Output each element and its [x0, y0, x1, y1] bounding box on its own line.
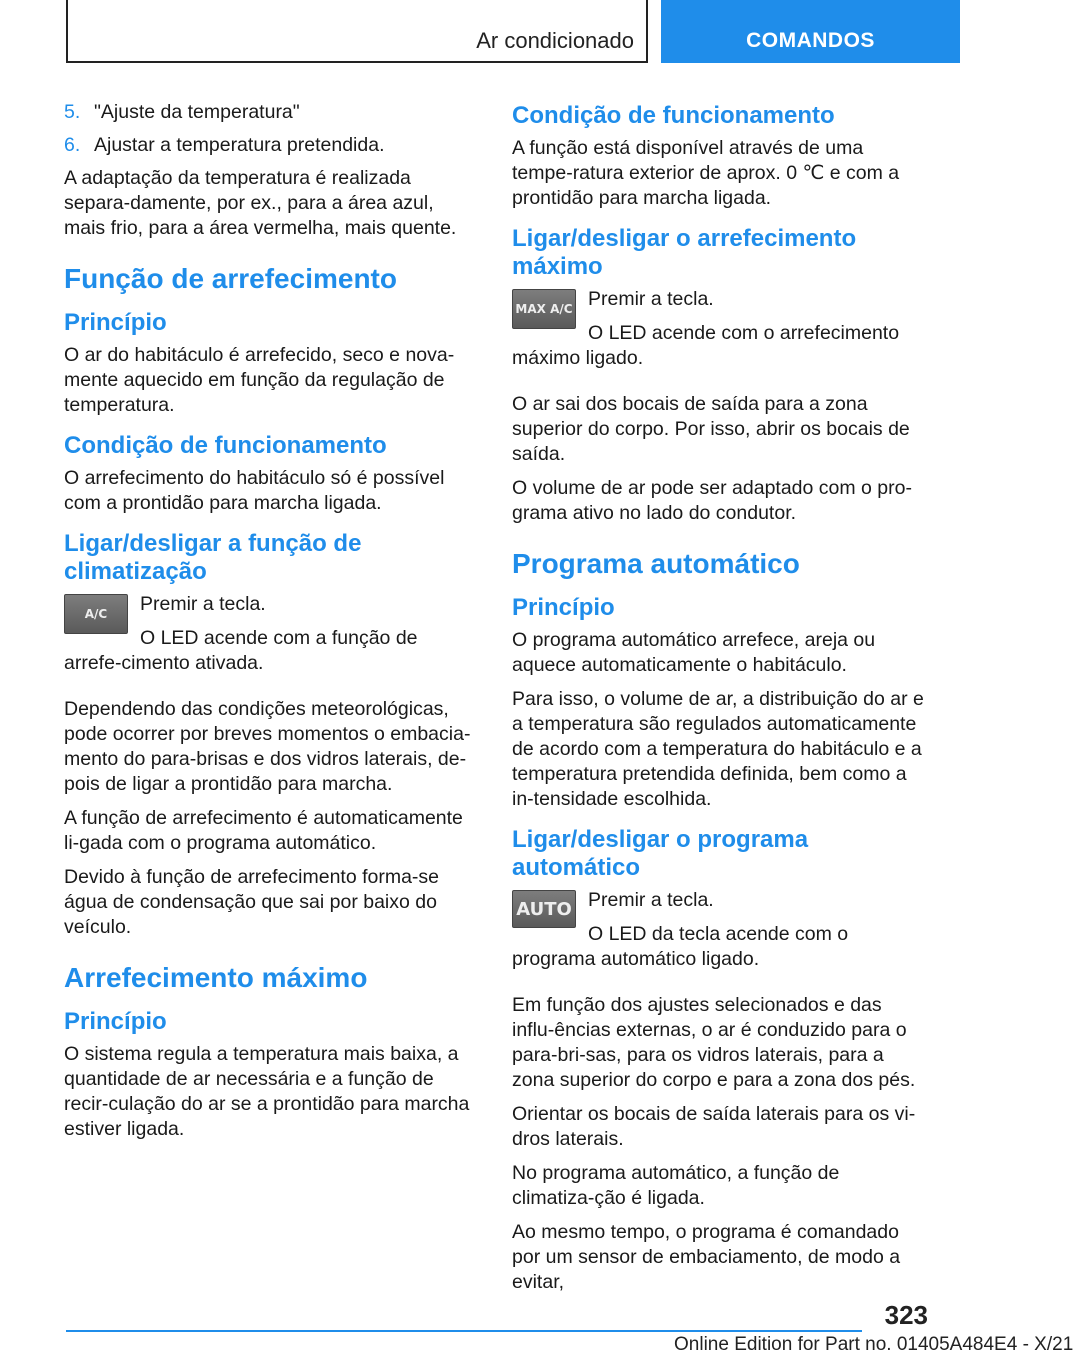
left-column — [64, 100, 479, 1151]
press-key-text: Premir a tecla. — [140, 593, 266, 615]
header-box — [66, 0, 648, 63]
chapter-tab[interactable]: COMANDOS — [661, 0, 960, 63]
paragraph-condensation: Devido à função de arrefecimento forma-se água de condensação que sai por baixo do veículo. — [64, 866, 440, 938]
paragraph-principle-max: O sistema regula a temperatura mais baixa, a quantidade de ar necessária e a função de recir-culação do ar se a prontidão para marcha estiver ligada. — [64, 1043, 470, 1140]
paragraph-principle-auto: O programa automático arrefece, areja ou aquece automaticamente o habitáculo. — [512, 629, 876, 676]
right-column — [512, 100, 927, 1304]
paragraph-fogging-sensor: Ao mesmo tempo, o programa é comandado por um sensor de embaciamento, de modo a evitar, — [512, 1221, 901, 1293]
step-5 — [64, 100, 479, 125]
led-auto-text: O LED da tecla acende com o programa automático ligado. — [512, 923, 849, 970]
heading-operating-condition: Condição de funcionamento — [64, 432, 387, 459]
paragraph-temperature-adaptation: A adaptação da temperatura é realizada separa-damente, por ex., para a área azul, mais frio, para a área vermelha, mais quente. — [64, 167, 457, 239]
heading-max-cooling: Arrefecimento máximo — [64, 962, 368, 993]
step-number: 5. — [64, 101, 81, 123]
heading-principle: Princípio — [64, 309, 167, 336]
paragraph-condition-cooling: O arrefecimento do habitáculo só é possível com a prontidão para marcha ligada. — [64, 467, 445, 514]
paragraph-principle-cooling: O ar do habitáculo é arrefecido, seco e nova-mente aquecido em função da regulação de temperatura. — [64, 344, 455, 416]
heading-auto-on-off: Ligar/desligar o programa automático — [512, 826, 809, 881]
paragraph-external-influences: Em função dos ajustes selecionados e das influ-ências externas, o ar é conduzido para o para-bri-sas, para os vidros laterais, para a zona superior do corpo e para a zona dos pés. — [512, 994, 916, 1091]
heading-principle: Princípio — [512, 594, 615, 621]
auto-button-icon: AUTO — [512, 890, 576, 928]
press-key-text: Premir a tecla. — [588, 288, 714, 310]
paragraph-auto-regulation: Para isso, o volume de ar, a distribuição do ar e a temperatura são regulados automaticamente de acordo com a temperatura do habitáculo e a temperatura pretendida definida, bem como a in-tensidade escolhida. — [512, 688, 924, 810]
heading-auto-program: Programa automático — [512, 548, 800, 579]
paragraph-orient-vents: Orientar os bocais de saída laterais para os vi-dros laterais. — [512, 1103, 916, 1150]
step-text: Ajustar a temperatura pretendida. — [94, 134, 385, 156]
paragraph-air-volume: O volume de ar pode ser adaptado com o pro-grama ativo no lado do condutor. — [512, 477, 912, 524]
max-ac-button-icon: MAX A/C — [512, 289, 576, 329]
max-ac-button-instruction — [512, 287, 927, 380]
heading-cooling-function: Função de arrefecimento — [64, 263, 397, 294]
step-6 — [64, 133, 479, 158]
heading-principle: Princípio — [64, 1008, 167, 1035]
led-max-text: O LED acende com o arrefecimento máximo ligado. — [512, 322, 900, 369]
step-number: 6. — [64, 134, 81, 156]
led-ac-text: O LED acende com a função de arrefe-cimento ativada. — [64, 627, 418, 674]
paragraph-weather-fogging: Dependendo das condições meteorológicas, pode ocorrer por breves momentos o embacia-mento do para-brisas e dos vidros laterais, de-pois de ligar a prontidão para marcha. — [64, 698, 471, 795]
step-text: "Ajuste da temperatura" — [94, 101, 300, 123]
heading-max-on-off: Ligar/desligar o arrefecimento máximo — [512, 225, 857, 280]
ac-button-icon: A/C — [64, 594, 128, 634]
paragraph-climate-on: No programa automático, a função de climatiza-ção é ligada. — [512, 1162, 840, 1209]
paragraph-air-upper-body: O ar sai dos bocais de saída para a zona superior do corpo. Por isso, abrir os bocais de saída. — [512, 393, 910, 465]
heading-climate-on-off: Ligar/desligar a função de climatização — [64, 530, 362, 585]
press-key-text: Premir a tecla. — [588, 889, 714, 911]
auto-button-instruction — [512, 888, 927, 981]
heading-operating-condition: Condição de funcionamento — [512, 102, 835, 129]
footer-edition: Online Edition for Part no. 01405A484E4 - X/21 — [674, 1334, 1073, 1355]
page-number: 323 — [884, 1300, 928, 1330]
section-title: Ar condicionado — [476, 28, 634, 53]
paragraph-condition-max: A função está disponível através de uma tempe-ratura exterior de aprox. 0 ℃ e com a prontidão para marcha ligada. — [512, 137, 900, 209]
paragraph-auto-cooling: A função de arrefecimento é automaticamente li-gada com o programa automático. — [64, 807, 463, 854]
ac-button-instruction — [64, 592, 479, 685]
footer-divider — [66, 1330, 862, 1332]
